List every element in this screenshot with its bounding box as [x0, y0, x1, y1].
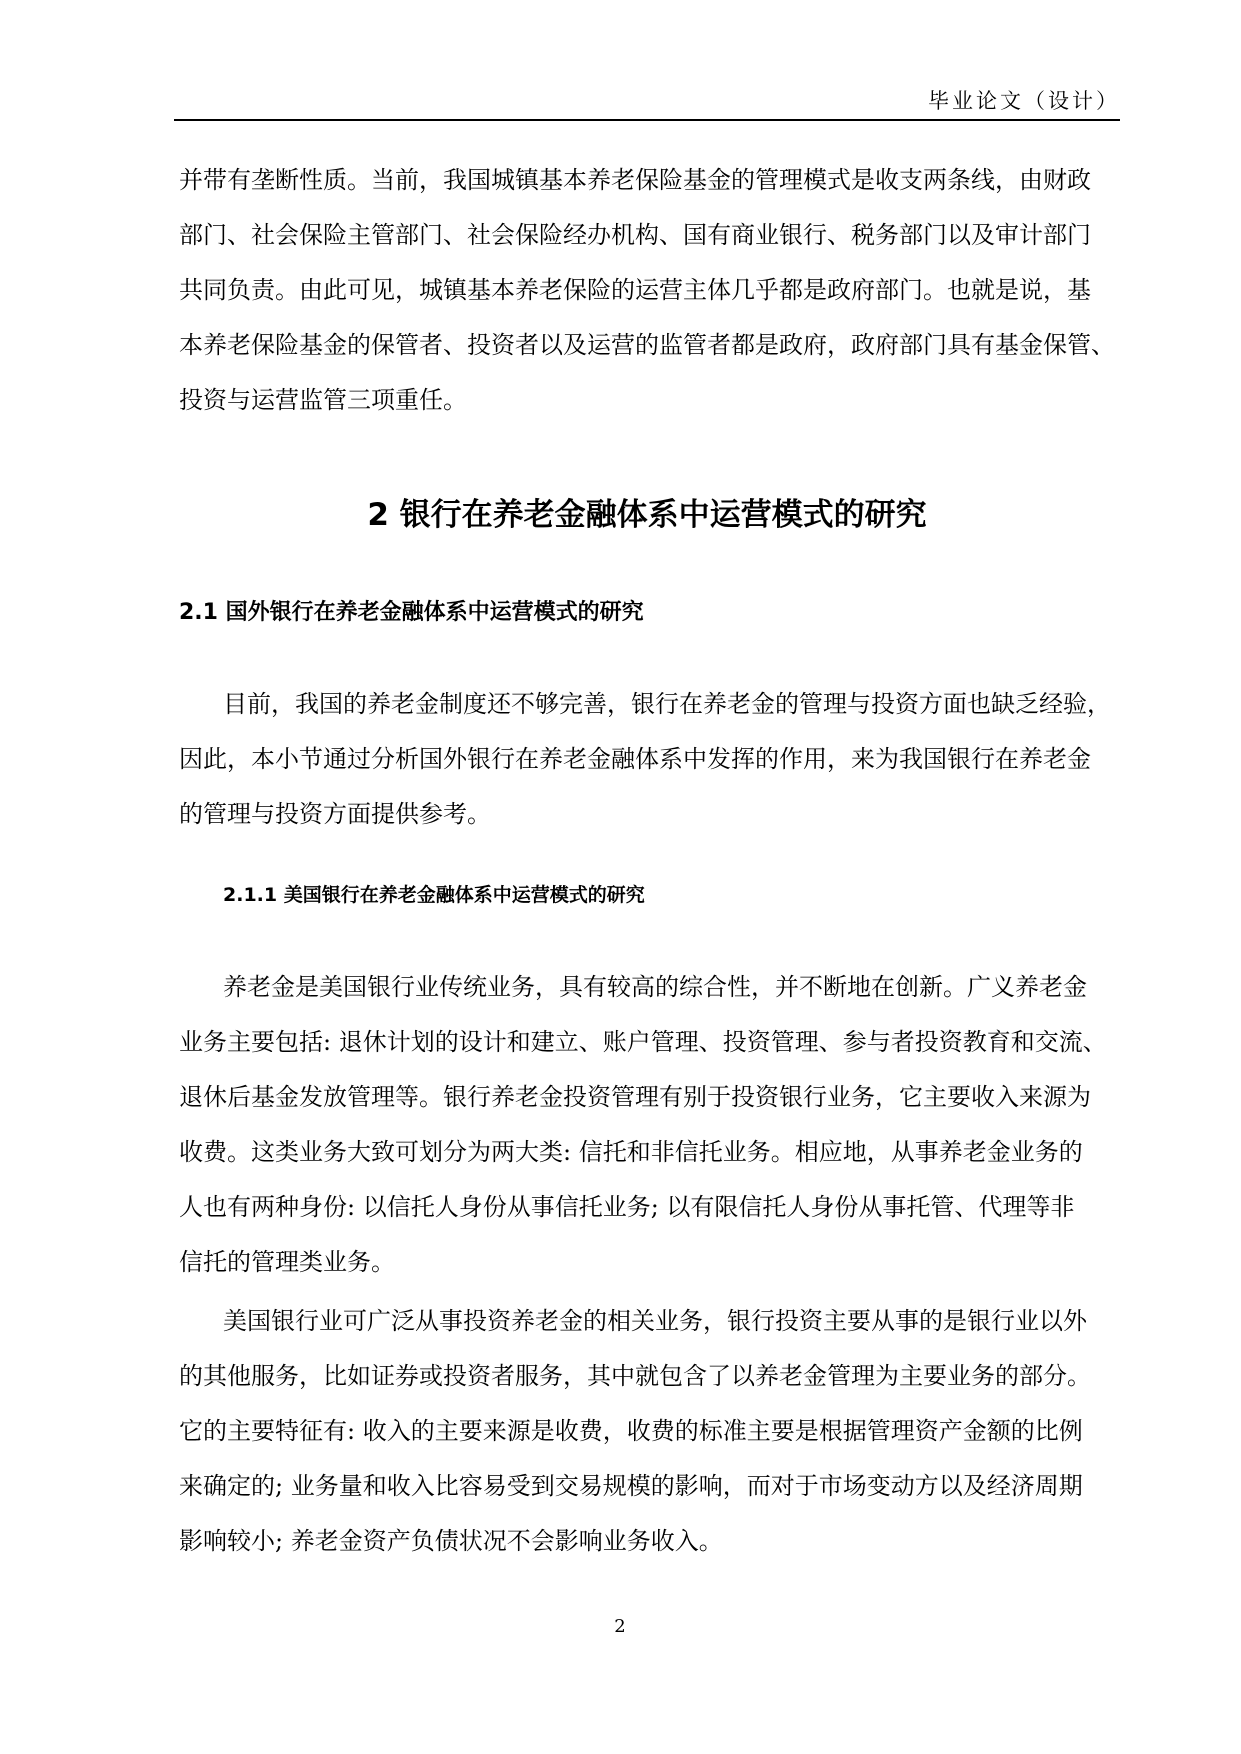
subsection-heading: 2.1.1 美国银行在养老金融体系中运营模式的研究: [223, 884, 645, 906]
text-line: 退休后基金发放管理等。银行养老金投资管理有别于投资银行业务，它主要收入来源为: [179, 1083, 1091, 1111]
header-rule: [174, 119, 1120, 121]
text-line: 的其他服务，比如证券或投资者服务，其中就包含了以养老金管理为主要业务的部分。: [179, 1362, 1091, 1390]
text-line: 的管理与投资方面提供参考。: [179, 800, 491, 828]
chapter-heading: 2 银行在养老金融体系中运营模式的研究: [367, 497, 927, 533]
text-line: 目前，我国的养老金制度还不够完善，银行在养老金的管理与投资方面也缺乏经验，: [223, 690, 1111, 718]
text-line: 因此，本小节通过分析国外银行在养老金融体系中发挥的作用，来为我国银行在养老金: [179, 745, 1091, 773]
text-line: 本养老保险基金的保管者、投资者以及运营的监管者都是政府，政府部门具有基金保管、: [179, 331, 1115, 359]
section-heading: 2.1 国外银行在养老金融体系中运营模式的研究: [179, 600, 644, 625]
text-line: 共同负责。由此可见，城镇基本养老保险的运营主体几乎都是政府部门。也就是说，基: [179, 276, 1091, 304]
text-line: 信托的管理类业务。: [179, 1248, 395, 1276]
text-line: 部门、社会保险主管部门、社会保险经办机构、国有商业银行、税务部门以及审计部门: [179, 221, 1091, 249]
text-line: 养老金是美国银行业传统业务，具有较高的综合性，并不断地在创新。广义养老金: [223, 973, 1087, 1001]
text-line: 人也有两种身份: 以信托人身份从事信托业务; 以有限信托人身份从事托管、代理等非: [179, 1193, 1075, 1221]
text-line: 来确定的; 业务量和收入比容易受到交易规模的影响，而对于市场变动方以及经济周期: [179, 1472, 1083, 1500]
text-line: 投资与运营监管三项重任。: [179, 386, 467, 414]
text-line: 收费。这类业务大致可划分为两大类: 信托和非信托业务。相应地，从事养老金业务的: [179, 1138, 1083, 1166]
running-header: 毕业论文（设计）: [928, 89, 1120, 113]
page-number: 2: [614, 1616, 626, 1637]
text-line: 并带有垄断性质。当前，我国城镇基本养老保险基金的管理模式是收支两条线，由财政: [179, 166, 1091, 194]
text-line: 影响较小; 养老金资产负债状况不会影响业务收入。: [179, 1527, 723, 1555]
text-line: 美国银行业可广泛从事投资养老金的相关业务，银行投资主要从事的是银行业以外: [223, 1307, 1087, 1335]
text-line: 业务主要包括: 退休计划的设计和建立、账户管理、投资管理、参与者投资教育和交流、: [179, 1028, 1107, 1056]
text-line: 它的主要特征有: 收入的主要来源是收费，收费的标准主要是根据管理资产金额的比例: [179, 1417, 1083, 1445]
